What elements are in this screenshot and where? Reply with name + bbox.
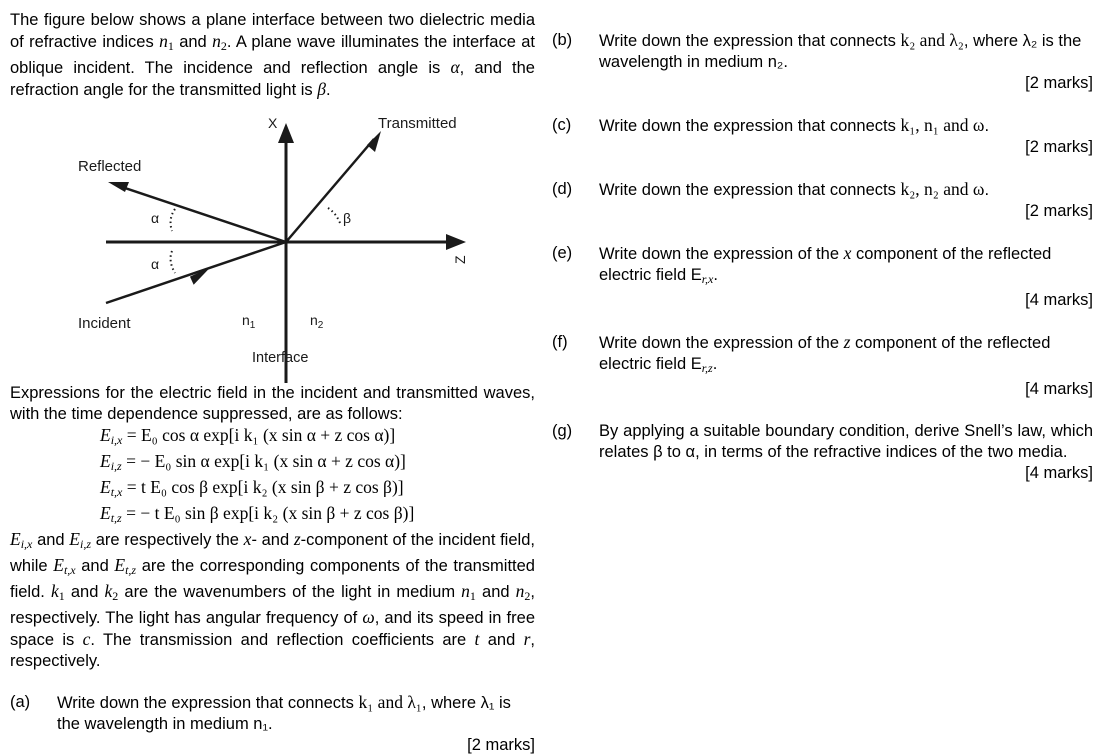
question-label: (f) (552, 333, 568, 351)
symbol-beta: β (317, 79, 326, 99)
intro-text-3: , and the refraction angle for the transmitted light is (10, 59, 535, 99)
marks-c: [2 marks] (1025, 138, 1093, 156)
label-n2: $n_2$ (310, 312, 324, 331)
question-c: (c) Write down the expression that connects k₁, n₁ and ω. (552, 115, 990, 135)
equation-row: $E_{i,z}$ = − E₀ sin α exp[i k₁ (x sin α + z cos α)] (100, 451, 406, 473)
question-label: (b) (552, 31, 573, 49)
intro-and: and (179, 33, 207, 51)
intro-text-4: . (325, 81, 331, 99)
marks-b: [2 marks] (1025, 74, 1093, 92)
x-axis-arrowhead (278, 123, 294, 143)
marks-f: [4 marks] (1025, 380, 1093, 398)
alpha-arc-top (171, 209, 175, 231)
label-alpha-top: α (151, 210, 160, 226)
marks-g: [4 marks] (1025, 464, 1093, 482)
symbol-n2: n (212, 31, 221, 51)
intro-text-1: The figure below shows a plane interface between two dielectric media of refractive indices (10, 11, 535, 51)
equation-row: $E_{t,z}$ = − t E₀ sin β exp[i k₂ (x sin β + z cos β)] (100, 503, 415, 525)
transmitted-ray (286, 139, 374, 242)
intro-text-2: . A plane wave illuminates the interface at oblique incident. The incidence and reflection angle is (10, 33, 535, 77)
symbol-alpha: α (450, 57, 460, 77)
label-x: X (268, 115, 278, 131)
label-interface: Interface (252, 350, 309, 366)
question-e: (e) Write down the expression of the x component of the reflected electric field $E_{r,x}$. (552, 243, 1052, 286)
question-label: (e) (552, 244, 573, 262)
question-label: (c) (552, 116, 572, 134)
equation-row: $E_{i,x} = E_0$ cos α exp[i k₁ (x sin α + z cos α)] (100, 425, 396, 447)
label-n1: $n_1$ (242, 312, 256, 331)
diagram-svg (10, 113, 535, 383)
marks-e: [4 marks] (1025, 291, 1093, 309)
label-transmitted: Transmitted (378, 115, 457, 132)
equation-block (100, 425, 535, 529)
explanation-paragraph: $E_{i,x}$ and $E_{i,z}$ are respectively the x- and z-component of the incident field, while $E_{t,x}$ and $E_{t,z}$ are the corresponding components of the transmitted field. k1 and k2 are the wavenumbers of the light in medium n1 and n2, respectively. The light has angular frequency of ω, and its speed in free space is c. The transmission and reflection coefficients are t and r, respectively. (10, 529, 536, 670)
marks-d: [2 marks] (1025, 202, 1093, 220)
reflected-arrowhead (108, 182, 129, 192)
symbol-n2-sub: 2 (220, 39, 227, 53)
question-b: (b) Write down the expression that connects k₂ and λ₂, where λ₂ is the wavelength in medium n₂. (552, 30, 1082, 71)
interface-diagram (10, 113, 535, 383)
question-label: (a) (10, 693, 31, 711)
symbol-n1: n (159, 31, 168, 51)
question-label: (d) (552, 180, 573, 198)
question-label: (g) (552, 422, 573, 440)
label-z: Z (452, 255, 468, 264)
symbol-n1-sub: 1 (167, 39, 174, 53)
marks-a: [2 marks] (467, 736, 535, 754)
intro-paragraph (10, 10, 535, 101)
label-incident: Incident (78, 315, 131, 332)
alpha-arc-bottom (171, 251, 175, 273)
label-beta: β (343, 210, 352, 226)
left-column (10, 10, 535, 756)
equation-row: $E_{t,x} = t$ E₀ cos β exp[i k₂ (x sin β + z cos β)] (100, 477, 404, 499)
question-f: (f) Write down the expression of the z component of the reflected electric field $E_{r,z}$. (552, 332, 1051, 375)
right-column (552, 30, 1093, 484)
incident-arrowhead (190, 267, 211, 286)
question-d: (d) Write down the expression that connects k₂, n₂ and ω. (552, 179, 990, 199)
expressions-intro: Expressions for the electric field in the incident and transmitted waves, with the time dependence suppressed, are as follows: (10, 384, 535, 423)
reflected-ray (122, 187, 286, 242)
incident-ray (106, 242, 286, 303)
label-alpha-bottom: α (151, 256, 160, 272)
beta-arc (328, 208, 340, 223)
label-reflected: Reflected (78, 158, 142, 175)
z-axis-arrowhead (446, 234, 466, 250)
transmitted-arrowhead (367, 131, 381, 152)
question-g: (g) By applying a suitable boundary condition, derive Snell’s law, which relates β to α, in terms of the refractive indices of the two media. (552, 422, 1093, 461)
question-a: (a) Write down the expression that connects k₁ and λ₁, where λ₁ is the wavelength in medium n₁. (10, 692, 511, 733)
